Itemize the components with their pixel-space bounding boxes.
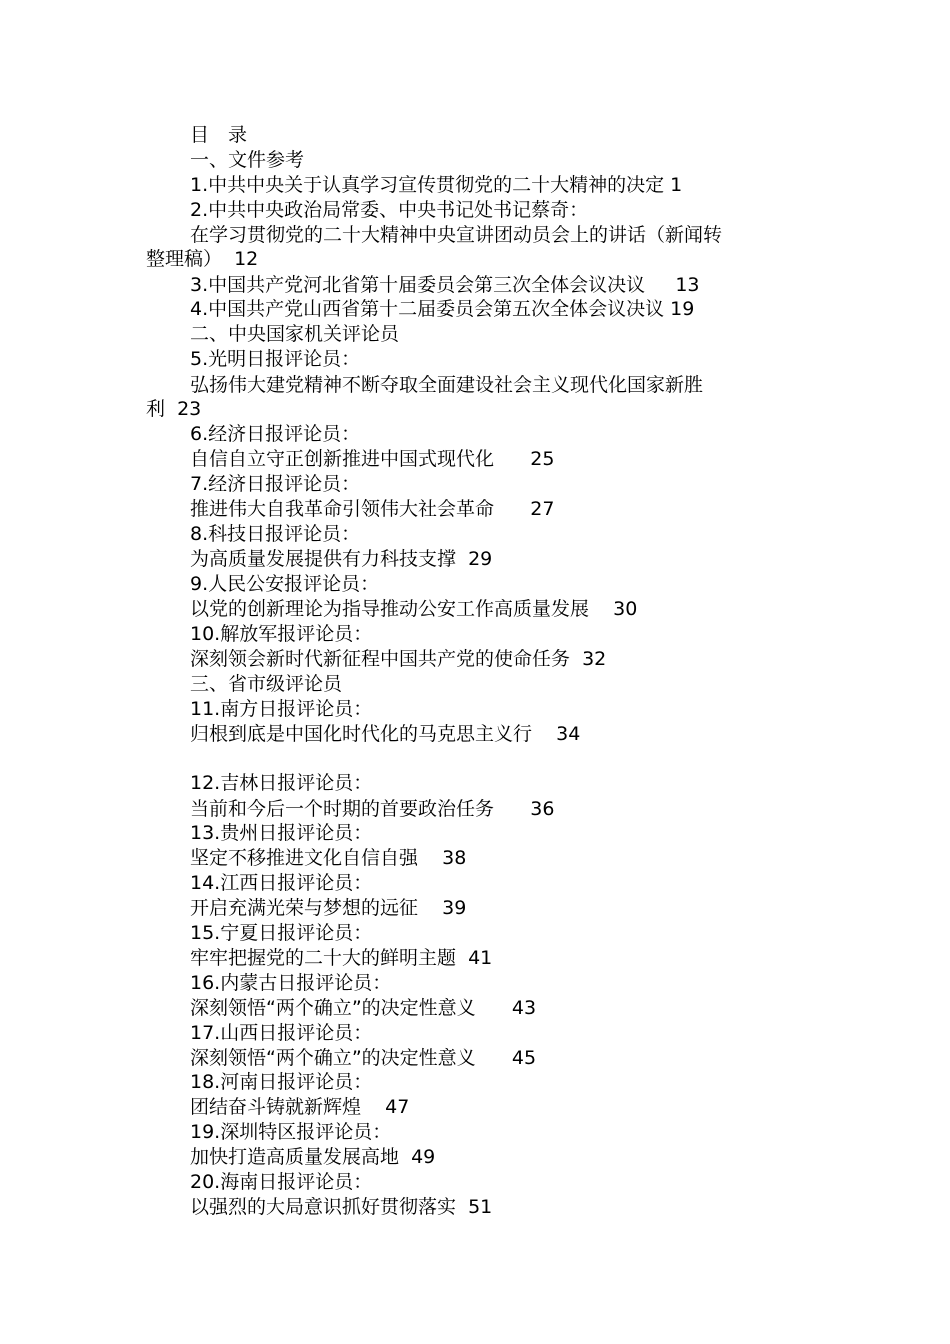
section-heading-1: 一、文件参考 [190, 149, 305, 171]
toc-entry-6-source: 6.经济日报评论员： [190, 423, 361, 445]
toc-entry-15-source: 15.宁夏日报评论员： [190, 922, 373, 944]
toc-entry-9-source: 9.人民公安报评论员： [190, 573, 380, 595]
toc-entry-4: 4.中国共产党山西省第十二届委员会第五次全体会议决议 19 [190, 298, 695, 320]
toc-entry-20-source: 20.海南日报评论员： [190, 1171, 373, 1193]
toc-entry-2-title: 在学习贯彻党的二十大精神中央宣讲团动员会上的讲话（新闻转 [190, 224, 723, 246]
toc-entry-13-source: 13.贵州日报评论员： [190, 822, 373, 844]
toc-entry-12-title: 当前和今后一个时期的首要政治任务 36 [190, 798, 555, 820]
toc-entry-5-title-cont: 利 23 [146, 398, 202, 420]
toc-entry-1: 1.中共中央关于认真学习宣传贯彻党的二十大精神的决定 1 [190, 174, 683, 196]
toc-entry-11-title: 归根到底是中国化时代化的马克思主义行 34 [190, 723, 581, 745]
toc-entry-2-source: 2.中共中央政治局常委、中央书记处书记蔡奇： [190, 199, 589, 221]
toc-entry-6-title: 自信自立守正创新推进中国式现代化 25 [190, 448, 555, 470]
toc-entry-9-title: 以党的创新理论为指导推动公安工作高质量发展 30 [190, 598, 638, 620]
toc-entry-15-title: 牢牢把握党的二十大的鲜明主题 41 [190, 947, 493, 969]
toc-entry-17-title: 深刻领悟“两个确立”的决定性意义 45 [190, 1047, 537, 1069]
toc-entry-19-title: 加快打造高质量发展高地 49 [190, 1146, 436, 1168]
toc-entry-19-source: 19.深圳特区报评论员： [190, 1121, 392, 1143]
toc-entry-10-source: 10.解放军报评论员： [190, 623, 373, 645]
toc-entry-2-title-cont: 整理稿） 12 [146, 248, 259, 270]
toc-entry-13-title: 坚定不移推进文化自信自强 38 [190, 847, 467, 869]
toc-entry-8-title: 为高质量发展提供有力科技支撑 29 [190, 548, 493, 570]
toc-entry-10-title: 深刻领会新时代新征程中国共产党的使命任务 32 [190, 648, 607, 670]
toc-entry-5-title: 弘扬伟大建党精神不断夺取全面建设社会主义现代化国家新胜 [190, 374, 704, 396]
toc-entry-3: 3.中国共产党河北省第十届委员会第三次全体会议决议 13 [190, 274, 700, 296]
toc-entry-20-title: 以强烈的大局意识抓好贯彻落实 51 [190, 1196, 493, 1218]
toc-entry-7-source: 7.经济日报评论员： [190, 473, 361, 495]
toc-entry-16-title: 深刻领悟“两个确立”的决定性意义 43 [190, 997, 537, 1019]
section-heading-3: 三、省市级评论员 [190, 673, 343, 695]
toc-entry-18-source: 18.河南日报评论员： [190, 1071, 373, 1093]
toc-entry-5-source: 5.光明日报评论员： [190, 348, 361, 370]
toc-entry-8-source: 8.科技日报评论员： [190, 523, 361, 545]
toc-entry-7-title: 推进伟大自我革命引领伟大社会革命 27 [190, 498, 555, 520]
toc-entry-11-source: 11.南方日报评论员： [190, 698, 373, 720]
toc-entry-16-source: 16.内蒙古日报评论员： [190, 972, 392, 994]
toc-entry-18-title: 团结奋斗铸就新辉煌 47 [190, 1096, 410, 1118]
toc-entry-14-source: 14.江西日报评论员： [190, 872, 373, 894]
toc-title: 目 录 [190, 124, 248, 146]
toc-entry-14-title: 开启充满光荣与梦想的远征 39 [190, 897, 467, 919]
toc-entry-12-source: 12.吉林日报评论员： [190, 772, 373, 794]
toc-entry-17-source: 17.山西日报评论员： [190, 1022, 373, 1044]
section-heading-2: 二、中央国家机关评论员 [190, 323, 400, 345]
